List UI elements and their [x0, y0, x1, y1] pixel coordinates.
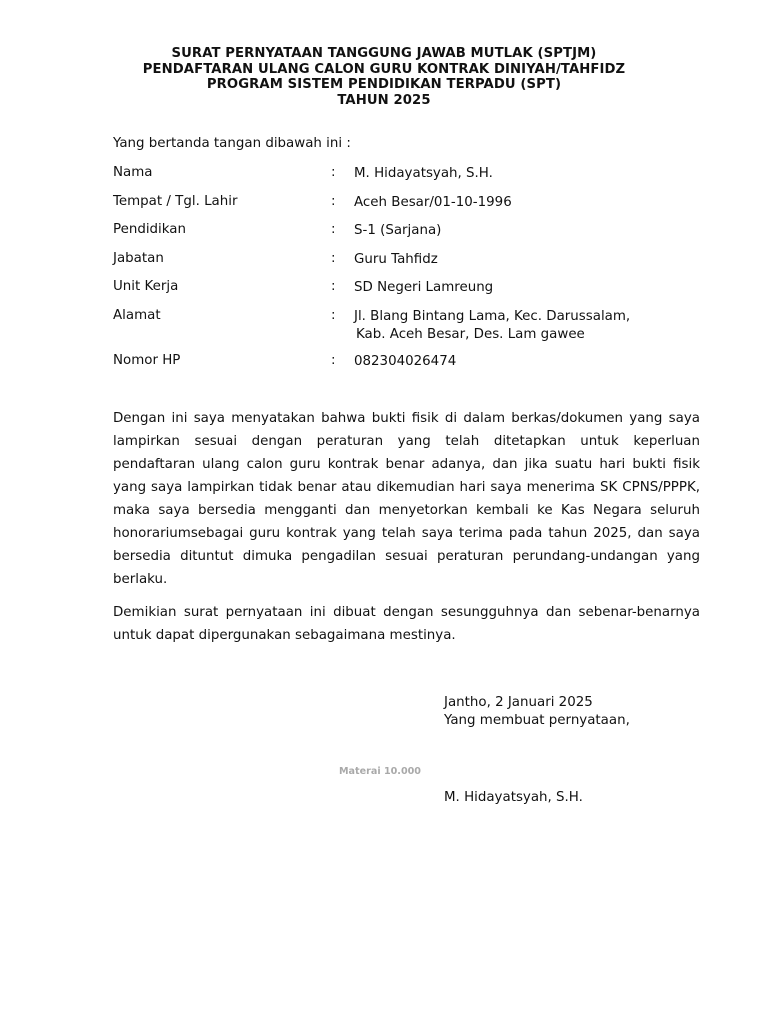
field-label: Jabatan — [113, 250, 164, 266]
title-line-4: TAHUN 2025 — [337, 92, 431, 108]
field-label: Alamat — [113, 307, 161, 323]
field-row-alamat — [113, 308, 713, 353]
field-colon: : — [331, 307, 336, 323]
field-value: SD Negeri Lamreung — [354, 280, 494, 296]
field-value: 082304026474 — [354, 353, 457, 369]
intro-text: Yang bertanda tangan dibawah ini : — [113, 136, 351, 151]
signatory-name: M. Hidayatsyah, S.H. — [444, 790, 583, 805]
title-line-3: PROGRAM SISTEM PENDIDIKAN TERPADU (SPT) — [206, 77, 562, 92]
field-colon: : — [331, 165, 336, 180]
field-value: Aceh Besar/01-10-1996 — [354, 194, 512, 210]
field-colon: : — [331, 193, 336, 209]
field-row-tempat-tgl-lahir — [113, 194, 713, 223]
field-row-jabatan — [113, 251, 713, 280]
signature-place-date: Jantho, 2 Januari 2025 — [444, 695, 593, 710]
field-value: M. Hidayatsyah, S.H. — [354, 166, 493, 181]
field-label: Nomor HP — [113, 352, 181, 368]
field-label: Nama — [113, 165, 153, 180]
field-colon: : — [331, 352, 336, 368]
field-row-nomor-hp — [113, 353, 713, 382]
field-row-pendidikan — [113, 222, 713, 251]
field-row-unit-kerja — [113, 279, 713, 308]
identity-fields — [113, 165, 713, 382]
address-line-2: Kab. Aceh Besar, Des. Lam gawee — [356, 326, 585, 342]
field-colon: : — [331, 222, 336, 238]
field-row-nama — [113, 165, 713, 194]
signature-role: Yang membuat pernyataan, — [444, 713, 630, 728]
field-value: S-1 (Sarjana) — [354, 223, 442, 239]
field-label: Pendidikan — [113, 222, 186, 238]
document-title — [0, 46, 768, 108]
closing-paragraph: Demikian surat pernyataan ini dibuat dengan sesungguhnya dan sebenar-benarnya untuk dapat dipergunakan sebagaimana mestinya. — [113, 605, 700, 643]
field-colon: : — [331, 279, 336, 295]
title-line-1: SURAT PERNYATAAN TANGGUNG JAWAB MUTLAK (SPTJM) — [171, 46, 597, 61]
address-line-1: Jl. Blang Bintang Lama, Kec. Darussalam, — [354, 308, 631, 324]
field-label: Unit Kerja — [113, 279, 179, 295]
title-line-2: PENDAFTARAN ULANG CALON GURU KONTRAK DINIYAH/TAHFIDZ — [142, 61, 626, 77]
stamp-duty-label: Materai 10.000 — [339, 766, 421, 777]
field-value: Guru Tahfidz — [354, 251, 438, 267]
field-label: Tempat / Tgl. Lahir — [113, 193, 238, 209]
statement-paragraph: Dengan ini saya menyatakan bahwa bukti fisik di dalam berkas/dokumen yang saya lampirkan sesuai dengan peraturan yang telah ditetapkan untuk keperluan pendaftaran ulang calon guru kontrak benar adanya, dan jika suatu hari bukti fisik yang saya lampirkan tidak benar atau dikemudian hari saya menerima SK CPNS/PPPK, maka saya bersedia mengganti dan menyetorkan kembali ke Kas Negara seluruh honorariumsebagai guru kontrak yang telah saya terima pada tahun 2025, dan saya bersedia dituntut dimuka pengadilan sesuai peraturan perundang-undangan yang berlaku. — [113, 411, 700, 587]
field-value — [354, 308, 630, 344]
field-colon: : — [331, 250, 336, 266]
